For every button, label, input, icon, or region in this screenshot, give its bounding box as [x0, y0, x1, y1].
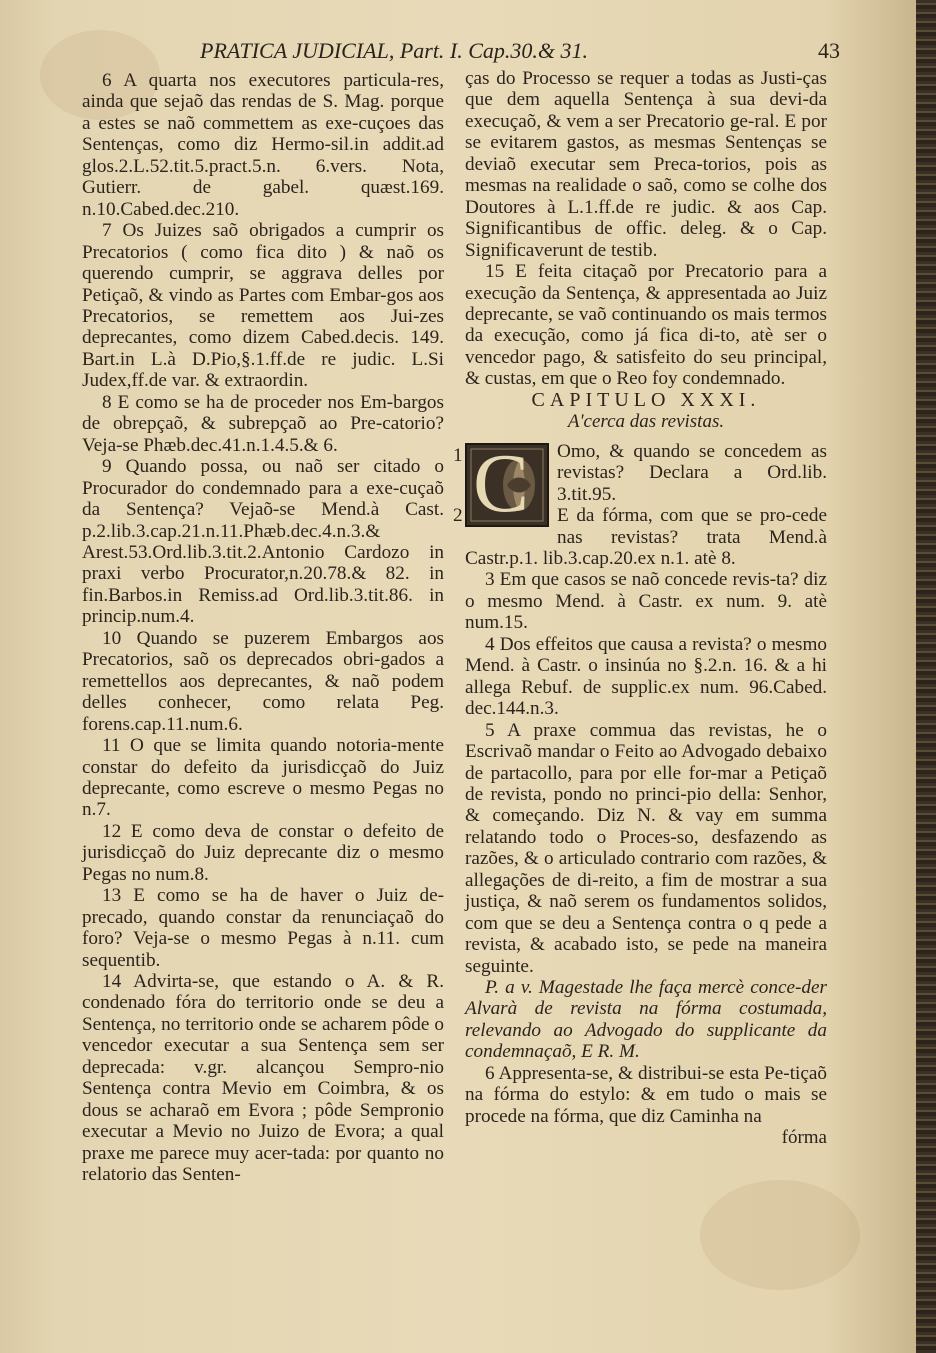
paragraph: 14 Advirta-se, que estando o A. & R. condenado fóra do territorio onde se deu a Sentença, no territorio onde se acharem pôde o vencedor executar a sua Sentença sem ser deprecada: v.gr. alcançou Sempro-nio Sentença contra Mevio em Coimbra, & os dous se acharaõ em Evora ; pôde Sempronio executar a Mevio no Juizo de Evora; a qual praxe me parece muy acer-tada: por quanto no relatorio das Senten- — [82, 971, 444, 1186]
paragraph — [453, 505, 827, 569]
page-header — [200, 38, 840, 72]
page-edge — [916, 0, 936, 1353]
chapter-opening — [453, 436, 827, 570]
paragraph-marker: 2 — [453, 505, 463, 527]
paragraph: 5 A praxe commua das revistas, he o Escrivaõ mandar o Feito ao Advogado debaixo de partacollo, para por elle for-mar a Petiçaõ de revista, pondo no princi-pio della: Senhor, & começando. Diz N. & vay em summa relatando todo o Proces-so, desfazendo as razões, & o articulado contrario com razões, & allegações de di-reito, a fim de mostrar a sua justiça, & naõ serem os fundamentos solidos, com que se deu a Sentença contra o q pede a revista, & acabado isto, se pede na maneira seguinte. — [465, 719, 827, 977]
paragraph: 3 Em que casos se naõ concede revis-ta? diz o mesmo Mend. à Castr. ex num. 9. atè num.15. — [465, 569, 827, 634]
left-column — [82, 70, 444, 1186]
paragraph: 10 Quando se puzerem Embargos aos Precatorios, saõ os deprecados obri-gados a remettellos aos deprecantes, & naõ podem delles conhecer, como relata Peg. forens.cap.11.num.6. — [82, 627, 444, 735]
paragraph: 6 Appresenta-se, & distribui-se esta Pe-tiçaõ na fórma do estylo: & em tudo o mais se procede na fórma, que diz Caminha na — [465, 1062, 827, 1127]
paragraph: 11 O que se limita quando notoria-mente constar do defeito da jurisdicçaõ do Juiz deprecante, como escreve o mesmo Pegas no n.7. — [82, 735, 444, 821]
paragraph-marker: 1 — [453, 444, 463, 466]
running-title: PRATICA JUDICIAL, Part. I. Cap.30.& 31. — [200, 38, 589, 63]
chapter-title: CAPITULO XXXI. — [531, 388, 761, 411]
catchword: fórma — [781, 1127, 827, 1149]
paragraph: Omo, & quando se concedem as revistas? Declara a Ord.lib. 3.tit.95. — [557, 440, 827, 505]
right-column — [453, 68, 827, 1149]
paragraph: 6 A quarta nos executores particula-res, ainda que sejaõ das rendas de S. Mag. porque a estes se naõ commettem as exe-cuçoes das Sentenças, como diz Hermo-sil.in addit.ad glos.2.L.52.tit.5.pract.5.n. 6.vers. Nota, Gutierr. de gabel. quæst.169. n.10.Cabed.dec.210. — [82, 70, 444, 220]
paragraph: 13 E como se ha de haver o Juiz de-precado, quando constar da renunciaçaõ do foro? Veja-se o mesmo Pegas à n.11. cum sequentib. — [82, 885, 444, 971]
page-number: 43 — [818, 38, 840, 63]
paragraph: 8 E como se ha de proceder nos Em-bargos de obrepçaõ, & subrepçaõ ao Pre-catorio? Veja-se Phæb.dec.41.n.1.4.5.& 6. — [82, 391, 444, 456]
paragraph: 7 Os Juizes saõ obrigados a cumprir os Precatorios ( como fica dito ) & naõ os querendo cumprir, se aggrava delles por Petiçaõ, & vindo as Partes com Embar-gos aos Precatorios, se remettem aos Jui-zes deprecantes, como dizem Cabed.decis. 149. Bart.in L.à D.Pio,§.1.ff.de re judic. L.Si Judex,ff.de var. & extraordin. — [82, 220, 444, 392]
paragraph-text: E da fórma, com que se pro-cede nas revistas? trata Mend.à Castr.p.1. lib.3.cap.20.ex n.1. atè 8. — [465, 505, 827, 569]
petition-formula: P. a v. Magestade lhe faça mercè conce-der Alvarà de revista na fórma costumada, relevando ao Advogado do supplicante da condemnaçaõ, E R. M. — [465, 977, 827, 1063]
paragraph: 9 Quando possa, ou naõ ser citado o Procurador do condemnado para a exe-cuçaõ da Sentença? Vejaõ-se Mend.à Cast. p.2.lib.3.cap.21.n.11.Phæb.dec.4.n.3.& Arest.53.Ord.lib.3.tit.2.Antonio Cardozo in praxi verbo Procurator,n.20.78.& 82. in fin.Barbos.in Remiss.ad Ord.lib.3.tit.86. in princip.num.4. — [82, 456, 444, 628]
paragraph: 4 Dos effeitos que causa a revista? o mesmo Mend. à Castr. o insinúa no §.2.n. 16. & a hi allega Rebuf. de supplic.ex num. 96.Cabed. dec.144.n.3. — [465, 633, 827, 720]
drop-letter: C — [473, 436, 530, 530]
chapter-subtitle: A'cerca das revistas. — [567, 411, 725, 433]
paper-stain — [700, 1180, 860, 1290]
paragraph: 12 E como deva de constar o defeito de jurisdicçaõ do Juiz deprecante diz o mesmo Pegas no num.8. — [82, 820, 444, 885]
paragraph: 15 E feita citaçaõ por Precatorio para a execução da Sentença, & appresentada ao Juiz deprecante, se vaõ continuando os mais termos da execução, como já fica di-to, atè ser o vencedor pago, & satisfeito do seu principal, & custas, em que o Reo foy condemnado. — [465, 261, 827, 390]
paragraph-continued: ças do Processo se requer a todas as Justi-ças que dem aquella Sentença à sua devi-da execuçaõ, & vem a ser Precatorio ge-ral. E por se evitarem gastos, as mesmas Sentenças se deviaõ executar sem Preca-torios, pois as mesmas na realidade o saõ, como se colhe dos Doutores à L.1.ff.de re judic. & aos Cap. Significantibus de offic. deleg. & o Cap. Significaverunt de testib. — [465, 68, 827, 261]
